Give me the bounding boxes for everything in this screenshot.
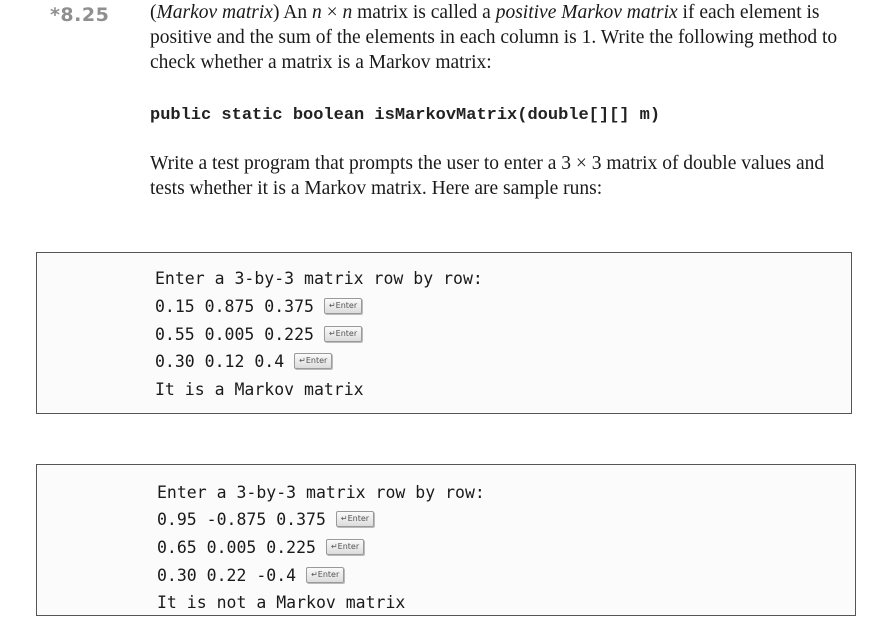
enter-key-icon: ↵Enter <box>336 511 374 527</box>
variable-n: n <box>311 2 322 23</box>
console-line <box>155 377 364 401</box>
console-input: 0.15 0.875 0.375 <box>155 296 314 316</box>
console-text: Enter a 3-by-3 matrix row by row: <box>157 482 485 502</box>
test-program-instructions: Write a test program that prompts the user to enter a 3 × 3 matrix of double values and tests whether it is a Markov matrix. Here are sample runs: <box>150 153 825 199</box>
console-input: 0.55 0.005 0.225 <box>155 324 314 344</box>
console-line <box>157 590 405 614</box>
console-line <box>157 480 485 504</box>
console-input: 0.30 0.12 0.4 <box>155 351 285 371</box>
console-input: 0.95 -0.875 0.375 <box>157 509 326 529</box>
console-line <box>155 266 483 290</box>
problem-statement: (Markov matrix) An n × n matrix is called a positive Markov matrix if each element is positive and the sum of the elements in each column is 1. Write the following method to check whether a matrix is a Markov matrix: <box>150 2 838 73</box>
console-line <box>157 507 374 531</box>
intro-text-b: matrix is called a <box>352 2 496 23</box>
method-signature: public static boolean isMarkovMatrix(double[][] m) <box>150 106 661 125</box>
enter-key-icon: ↵Enter <box>324 326 362 342</box>
variable-n: n <box>342 2 353 23</box>
console-input: 0.30 0.22 -0.4 <box>157 565 297 585</box>
intro-text-a: An <box>283 2 312 23</box>
defined-term: positive Markov matrix <box>495 2 678 23</box>
console-line <box>155 294 362 318</box>
enter-key-icon: ↵Enter <box>306 567 344 583</box>
enter-key-icon: ↵Enter <box>294 353 332 369</box>
exercise-title: Markov matrix <box>156 2 273 23</box>
exercise-number: *8.25 <box>50 4 110 26</box>
console-line <box>155 349 332 373</box>
console-line <box>157 563 344 587</box>
console-result: It is a Markov matrix <box>155 379 364 399</box>
sample-run-console <box>36 464 856 616</box>
enter-key-icon: ↵Enter <box>326 539 364 555</box>
console-line <box>155 322 362 346</box>
enter-key-icon: ↵Enter <box>324 298 362 314</box>
console-input: 0.65 0.005 0.225 <box>157 537 316 557</box>
console-result: It is not a Markov matrix <box>157 592 406 612</box>
sample-run-console <box>36 252 852 414</box>
console-line <box>157 535 364 559</box>
intro-text-c: if each element is positive and the sum of the elements in each column is 1. Write the following method to check whether a matrix is a Markov matrix: <box>150 2 838 73</box>
times-sign: × <box>321 2 343 23</box>
console-text: Enter a 3-by-3 matrix row by row: <box>155 268 483 288</box>
